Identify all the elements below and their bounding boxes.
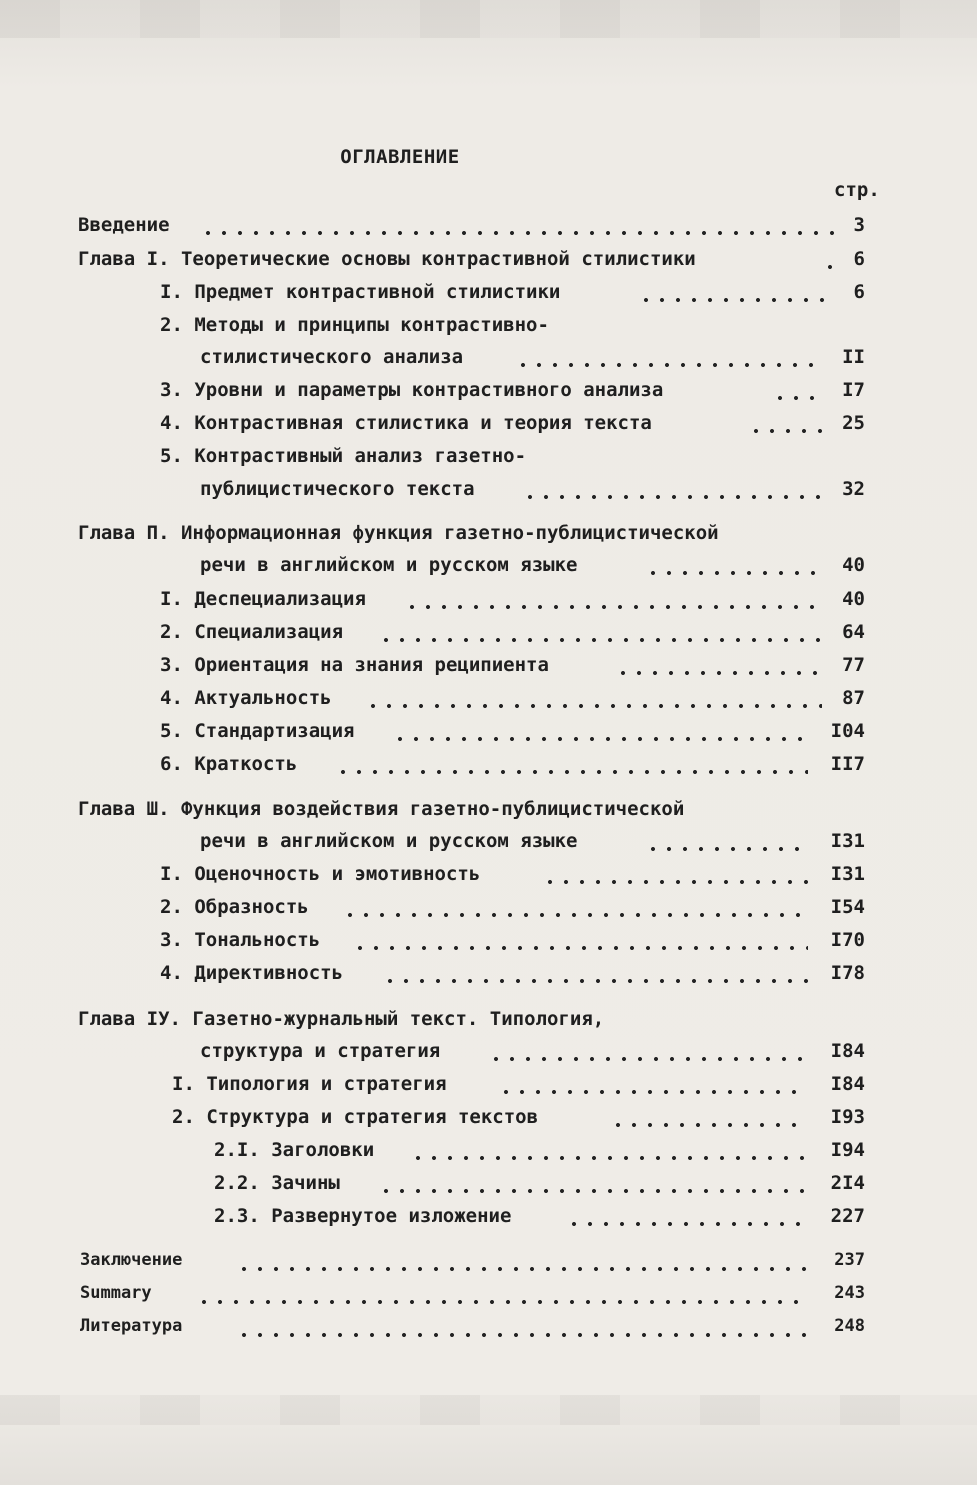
toc-entry-page: 6 <box>853 248 865 270</box>
dot-leader <box>615 654 822 676</box>
dot-leader <box>488 1040 808 1062</box>
dot-leader <box>196 1283 808 1305</box>
toc-entry-label: I. Деспециализация <box>160 588 366 610</box>
toc-entry <box>0 896 977 922</box>
dot-leader <box>772 379 822 401</box>
toc-entry-label: 4. Актуальность <box>160 687 332 709</box>
toc-entry <box>0 1205 977 1231</box>
toc-entry-label: публицистического текста <box>200 478 475 500</box>
toc-entry-label: Глава Ш. Функция воздействия газетно-публицистической <box>78 798 685 820</box>
dot-leader <box>236 1250 808 1272</box>
toc-entry <box>0 478 977 504</box>
dot-leader <box>378 621 822 643</box>
toc-entry-page: 40 <box>842 554 865 576</box>
toc-entry <box>0 554 977 580</box>
toc-entry <box>0 720 977 746</box>
toc-entry <box>0 1008 977 1034</box>
dot-leader <box>610 1106 808 1128</box>
dot-leader <box>645 830 808 852</box>
toc-entry <box>0 863 977 889</box>
toc-entry <box>0 1250 977 1276</box>
toc-entry-page: 227 <box>830 1205 865 1227</box>
toc-entry <box>0 1139 977 1165</box>
toc-entry-label: 4. Контрастивная стилистика и теория текста <box>160 412 652 434</box>
toc-entry <box>0 687 977 713</box>
toc-entry-page: I70 <box>830 929 865 951</box>
toc-entry-page: I84 <box>830 1040 865 1062</box>
toc-entry <box>0 1106 977 1132</box>
toc-entry-label: Summary <box>80 1283 152 1303</box>
dot-leader <box>365 687 822 709</box>
dot-leader <box>342 896 808 918</box>
toc-entry <box>0 588 977 614</box>
toc-entry-label: Введение <box>78 214 170 236</box>
toc-entry-page: I94 <box>830 1139 865 1161</box>
toc-entry <box>0 1073 977 1099</box>
toc-entry-page: I31 <box>830 863 865 885</box>
toc-entry-page: I31 <box>830 830 865 852</box>
dot-leader <box>638 281 835 303</box>
toc-entry-label: I. Типология и стратегия <box>172 1073 447 1095</box>
toc-entry-page: 77 <box>842 654 865 676</box>
toc-entry-page: I54 <box>830 896 865 918</box>
dot-leader <box>392 720 808 742</box>
toc-entry-label: 2. Структура и стратегия текстов <box>172 1106 539 1128</box>
toc-entry-label: 5. Стандартизация <box>160 720 355 742</box>
toc-entry <box>0 1172 977 1198</box>
dot-leader <box>236 1316 808 1338</box>
toc-entry <box>0 281 977 307</box>
toc-entry <box>0 654 977 680</box>
dot-leader <box>748 412 822 434</box>
toc-entry-page: 40 <box>842 588 865 610</box>
toc-entry-page: I84 <box>830 1073 865 1095</box>
toc-entry <box>0 346 977 372</box>
toc-entry-label: структура и стратегия <box>200 1040 441 1062</box>
dot-leader <box>404 588 822 610</box>
toc-entry-label: 3. Уровни и параметры контрастивного анализа <box>160 379 664 401</box>
toc-entry <box>0 445 977 471</box>
toc-entry-page: 3 <box>853 214 865 236</box>
dot-leader <box>200 214 835 236</box>
toc-entry <box>0 214 977 240</box>
toc-entry-page: 237 <box>834 1250 865 1270</box>
dot-leader <box>378 1172 808 1194</box>
toc-entry-page: I93 <box>830 1106 865 1128</box>
toc-entry-page: 64 <box>842 621 865 643</box>
toc-entry-label: стилистического анализа <box>200 346 464 368</box>
toc-entry <box>0 1316 977 1342</box>
toc-entry <box>0 962 977 988</box>
dot-leader <box>515 346 825 368</box>
dot-leader <box>410 1139 808 1161</box>
toc-entry-label: 2. Образность <box>160 896 309 918</box>
toc-entry-page: 6 <box>853 281 865 303</box>
toc-entry-page: 25 <box>842 412 865 434</box>
toc-entry-label: речи в английском и русском языке <box>200 554 578 576</box>
toc-entry-label: 2. Методы и принципы контрастивно- <box>160 314 549 336</box>
toc-entry <box>0 753 977 779</box>
toc-entry <box>0 248 977 274</box>
toc-entry-page: I78 <box>830 962 865 984</box>
page-title: ОГЛАВЛЕНИЕ <box>340 146 460 168</box>
toc-entry <box>0 929 977 955</box>
toc-entry-label: 2.I. Заголовки <box>214 1139 375 1161</box>
toc-entry-label: 3. Ориентация на знания реципиента <box>160 654 549 676</box>
toc-entry <box>0 379 977 405</box>
toc-entry-label: 2.3. Развернутое изложение <box>214 1205 512 1227</box>
toc-entry-label: Глава IУ. Газетно-журнальный текст. Типология, <box>78 1008 605 1030</box>
toc-entry <box>0 1283 977 1309</box>
dot-leader <box>645 554 822 576</box>
dot-leader <box>822 248 835 270</box>
toc-entry-label: 4. Директивность <box>160 962 344 984</box>
toc-entry-page: 87 <box>842 687 865 709</box>
toc-entry-label: I. Предмет контрастивной стилистики <box>160 281 561 303</box>
toc-entry <box>0 314 977 340</box>
toc-entry <box>0 798 977 824</box>
toc-entry-label: 6. Краткость <box>160 753 298 775</box>
page-edge-top <box>0 0 977 38</box>
toc-entry-label: 2. Специализация <box>160 621 344 643</box>
toc-entry-label: I. Оценочность и эмотивность <box>160 863 481 885</box>
dot-leader <box>498 1073 808 1095</box>
toc-entry <box>0 412 977 438</box>
toc-entry-label: 3. Тональность <box>160 929 321 951</box>
toc-entry-label: Заключение <box>80 1250 183 1270</box>
toc-entry-page: I04 <box>830 720 865 742</box>
toc-entry-page: 32 <box>842 478 865 500</box>
dot-leader <box>352 929 808 951</box>
dot-leader <box>522 478 820 500</box>
toc-entry <box>0 1040 977 1066</box>
toc-entry-page: II7 <box>830 753 865 775</box>
toc-entry-page: 2I4 <box>830 1172 865 1194</box>
toc-entry <box>0 522 977 548</box>
dot-leader <box>542 863 808 885</box>
dot-leader <box>382 962 808 984</box>
toc-entry-page: II <box>842 346 865 368</box>
toc-entry <box>0 621 977 647</box>
toc-entry-page: 248 <box>834 1316 865 1336</box>
page-column-header: стр. <box>834 179 880 201</box>
toc-entry-page: 243 <box>834 1283 865 1303</box>
dot-leader <box>335 753 808 775</box>
page-edge-bottom <box>0 1395 977 1425</box>
dot-leader <box>566 1205 808 1227</box>
toc-entry-label: Литература <box>80 1316 183 1336</box>
toc-entry-label: речи в английском и русском языке <box>200 830 578 852</box>
toc-entry-label: Глава I. Теоретические основы контрастивной стилистики <box>78 248 696 270</box>
toc-entry-label: 2.2. Зачины <box>214 1172 340 1194</box>
toc-entry-page: I7 <box>842 379 865 401</box>
toc-entry-label: Глава П. Информационная функция газетно-публицистической <box>78 522 719 544</box>
toc-entry <box>0 830 977 856</box>
toc-entry-label: 5. Контрастивный анализ газетно- <box>160 445 527 467</box>
